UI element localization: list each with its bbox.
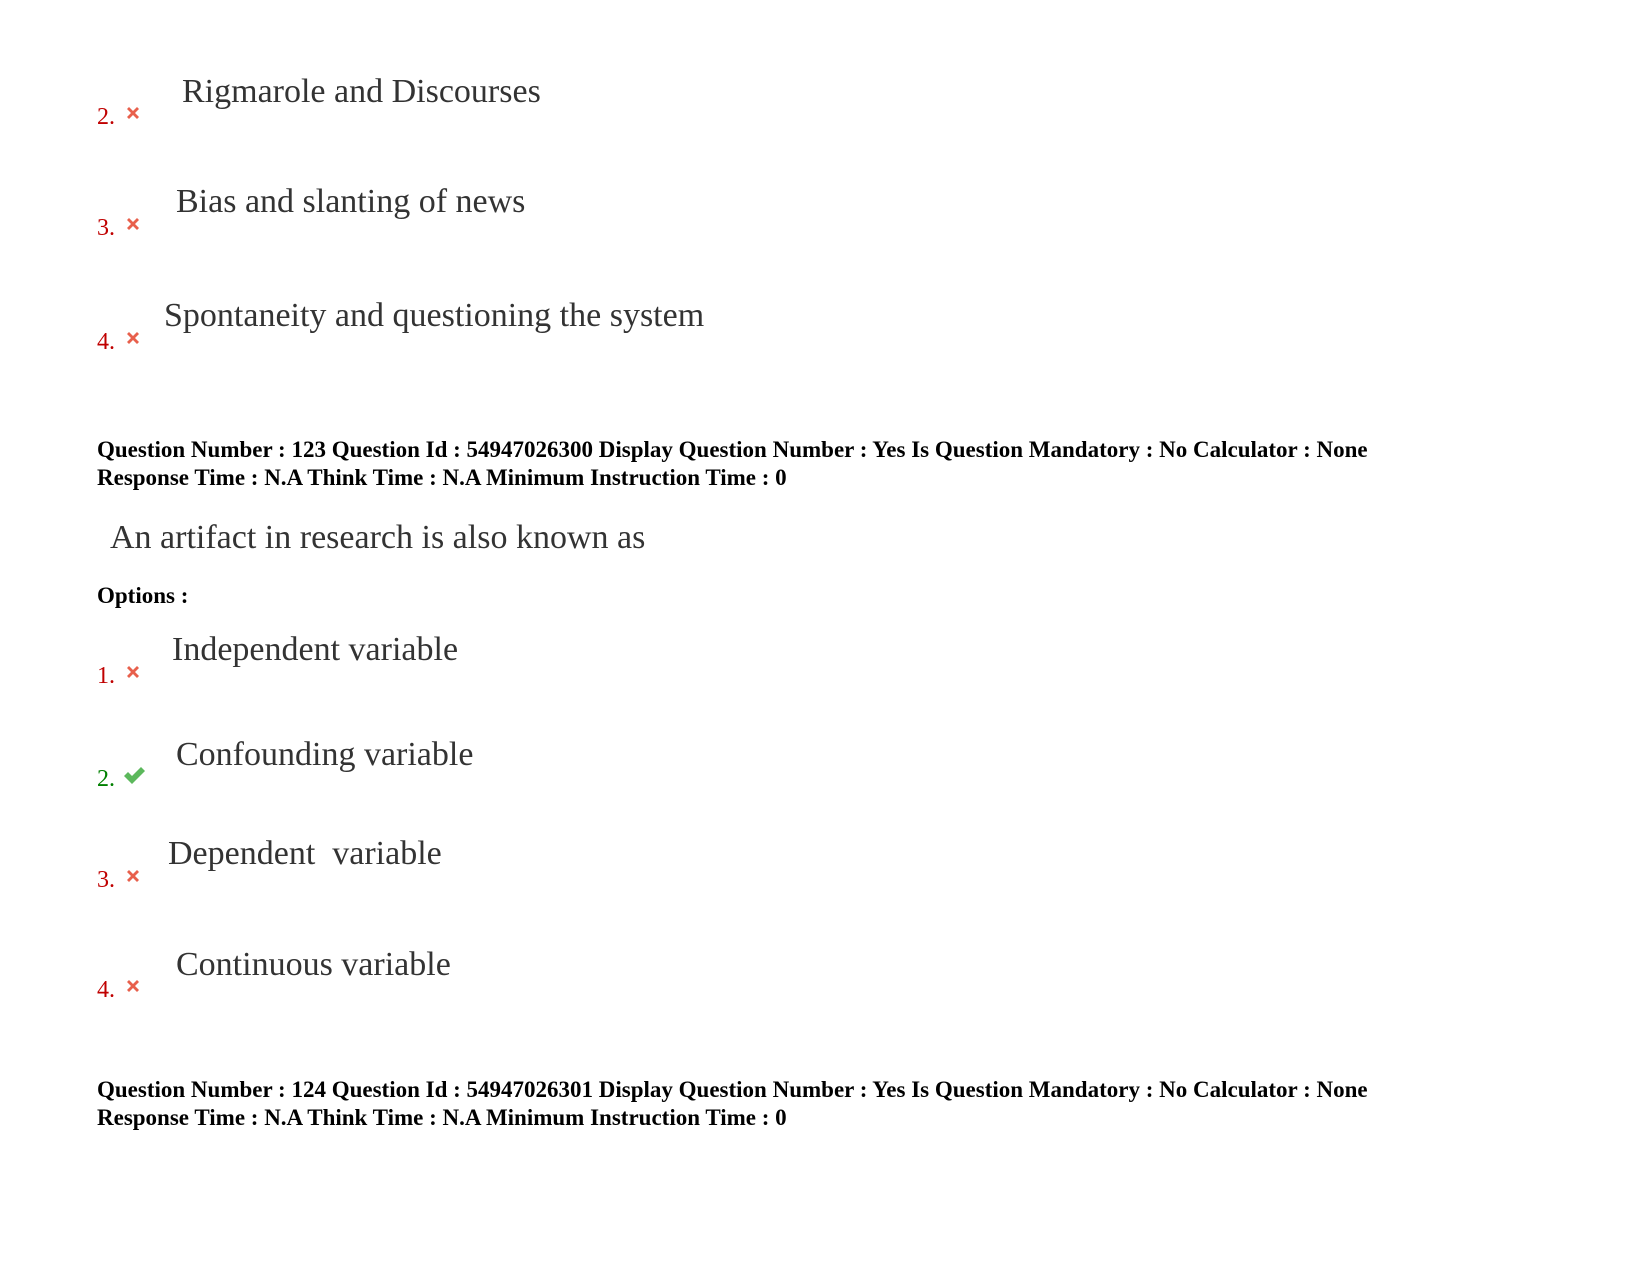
option-text: Spontaneity and questioning the system xyxy=(164,297,705,334)
question-text: An artifact in research is also known as xyxy=(110,519,646,556)
cross-icon xyxy=(124,215,142,233)
option-row xyxy=(0,832,900,912)
question-meta-line1: Question Number : 124 Question Id : 54947026301 Display Question Number : Yes Is Question Mandatory : No Calculator : None xyxy=(97,1077,1368,1102)
option-number: 1. xyxy=(97,663,115,689)
option-number: 3. xyxy=(97,867,115,893)
cross-icon xyxy=(124,977,142,995)
option-number: 4. xyxy=(97,329,115,355)
cross-icon xyxy=(124,329,142,347)
option-text: Confounding variable xyxy=(176,736,474,773)
option-number: 4. xyxy=(97,977,115,1003)
option-row xyxy=(0,180,900,260)
option-row xyxy=(0,735,900,815)
cross-icon xyxy=(124,867,142,885)
option-text: Bias and slanting of news xyxy=(176,183,526,220)
question-meta-line2: Response Time : N.A Think Time : N.A Minimum Instruction Time : 0 xyxy=(97,465,787,490)
option-row xyxy=(0,294,900,374)
option-row xyxy=(0,943,900,1023)
cross-icon xyxy=(124,663,142,681)
cross-icon xyxy=(124,104,142,122)
option-text: Rigmarole and Discourses xyxy=(182,73,541,110)
check-icon xyxy=(122,765,146,785)
options-label: Options : xyxy=(97,583,189,608)
option-number: 2. xyxy=(97,104,115,130)
option-number: 2. xyxy=(97,766,115,792)
option-row xyxy=(0,70,900,150)
question-meta-line1: Question Number : 123 Question Id : 54947026300 Display Question Number : Yes Is Question Mandatory : No Calculator : None xyxy=(97,437,1368,462)
option-number: 3. xyxy=(97,215,115,241)
question-meta-line2: Response Time : N.A Think Time : N.A Minimum Instruction Time : 0 xyxy=(97,1105,787,1130)
option-text: Dependent variable xyxy=(168,835,442,872)
option-text: Continuous variable xyxy=(176,946,451,983)
option-text: Independent variable xyxy=(172,631,459,668)
option-row xyxy=(0,628,900,708)
